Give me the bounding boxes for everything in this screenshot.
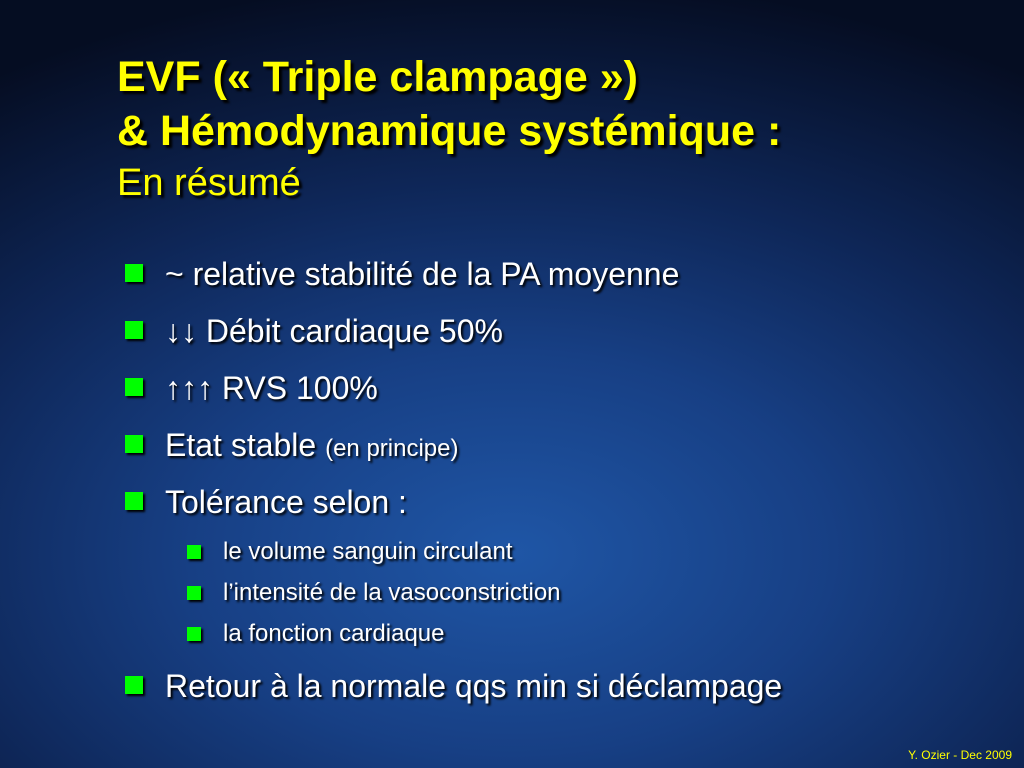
bullet-list <box>125 248 782 717</box>
sub-bullet-text: la fonction cardiaque <box>223 620 445 647</box>
bullet-square-icon <box>125 492 143 510</box>
bullet-item <box>125 419 782 476</box>
sub-bullet-item <box>125 574 782 615</box>
sub-bullet-item <box>125 615 782 656</box>
title-line-1: EVF (« Triple clampage ») <box>117 53 638 101</box>
footer-credit: Y. Ozier - Dec 2009 <box>908 748 1012 762</box>
bullet-square-icon <box>125 676 143 694</box>
title-subtitle: En résumé <box>117 162 301 204</box>
bullet-square-icon <box>125 435 143 453</box>
bullet-text: Retour à la normale qqs min si déclampage <box>165 668 783 704</box>
bullet-square-icon <box>125 321 143 339</box>
bullet-square-icon <box>125 264 143 282</box>
bullet-item <box>125 660 782 717</box>
sub-bullet-text: l’intensité de la vasoconstriction <box>223 579 561 606</box>
bullet-item <box>125 248 782 305</box>
bullet-item <box>125 362 782 419</box>
bullet-text: ~ relative stabilité de la PA moyenne <box>165 256 680 292</box>
bullet-text: Tolérance selon : <box>165 484 407 520</box>
bullet-text: ↓↓ Débit cardiaque 50% <box>165 313 503 349</box>
bullet-note: (en principe) <box>325 435 459 462</box>
bullet-square-icon <box>125 378 143 396</box>
bullet-item <box>125 305 782 362</box>
sub-bullet-square-icon <box>187 545 201 559</box>
title-block <box>117 50 781 208</box>
sub-bullet-item <box>125 533 782 574</box>
bullet-text: Etat stable <box>165 427 326 463</box>
sub-bullet-square-icon <box>187 627 201 641</box>
title-line-2: & Hémodynamique systémique : <box>117 107 782 155</box>
bullet-item <box>125 476 782 533</box>
sub-bullet-text: le volume sanguin circulant <box>223 538 513 565</box>
bullet-text: ↑↑↑ RVS 100% <box>165 370 378 406</box>
sub-bullet-square-icon <box>187 586 201 600</box>
